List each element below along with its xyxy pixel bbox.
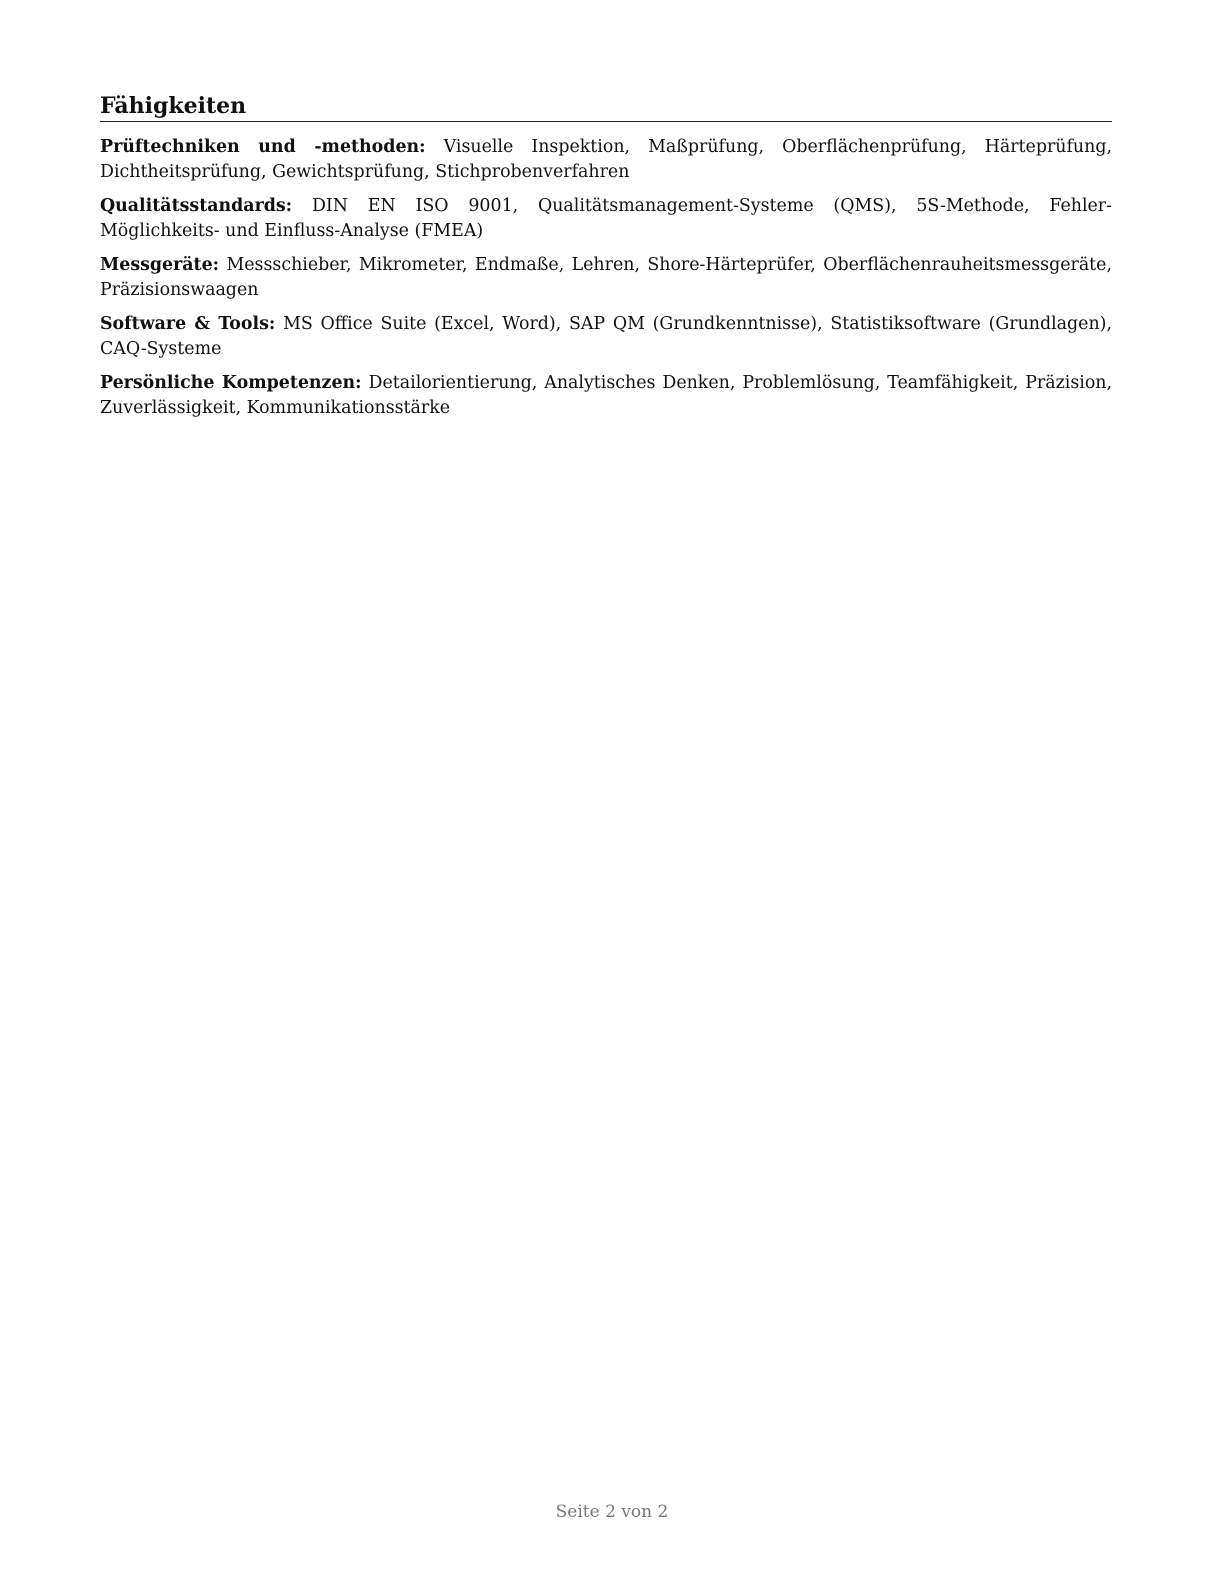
- page-content: [100, 92, 1112, 430]
- skill-item-measuring-devices: [100, 253, 1112, 303]
- skill-label: Prüftechniken und -methoden:: [100, 137, 426, 157]
- skill-label: Messgeräte:: [100, 255, 220, 275]
- skill-text: Messschieber, Mikrometer, Endmaße, Lehren, Shore-Härteprüfer, Oberflächenrauheitsmessgeräte, Präzisionswaagen: [100, 255, 1112, 300]
- section-title-skills: Fähigkeiten: [100, 92, 1112, 122]
- skill-item-personal-competencies: [100, 371, 1112, 421]
- skill-text: DIN EN ISO 9001, Qualitätsmanagement-Systeme (QMS), 5S-Methode, Fehler-Möglichkeits- und Einfluss-Analyse (FMEA): [100, 196, 1112, 241]
- skill-label: Software & Tools:: [100, 314, 276, 334]
- skill-item-test-methods: [100, 135, 1112, 185]
- skill-label: Persönliche Kompetenzen:: [100, 373, 362, 393]
- skill-text: Detailorientierung, Analytisches Denken, Problemlösung, Teamfähigkeit, Präzision, Zuverlässigkeit, Kommunikationsstärke: [100, 373, 1113, 418]
- skill-text: MS Office Suite (Excel, Word), SAP QM (Grundkenntnisse), Statistiksoftware (Grundlagen), CAQ-Systeme: [100, 314, 1112, 359]
- skill-item-software-tools: [100, 312, 1112, 362]
- skill-text: Visuelle Inspektion, Maßprüfung, Oberflächenprüfung, Härteprüfung, Dichtheitsprüfung, Gewichtsprüfung, Stichprobenverfahren: [100, 137, 1112, 182]
- skill-item-quality-standards: [100, 194, 1112, 244]
- page-number-footer: Seite 2 von 2: [555, 1502, 669, 1522]
- skill-label: Qualitätsstandards:: [100, 196, 293, 216]
- skills-list: [100, 135, 1112, 421]
